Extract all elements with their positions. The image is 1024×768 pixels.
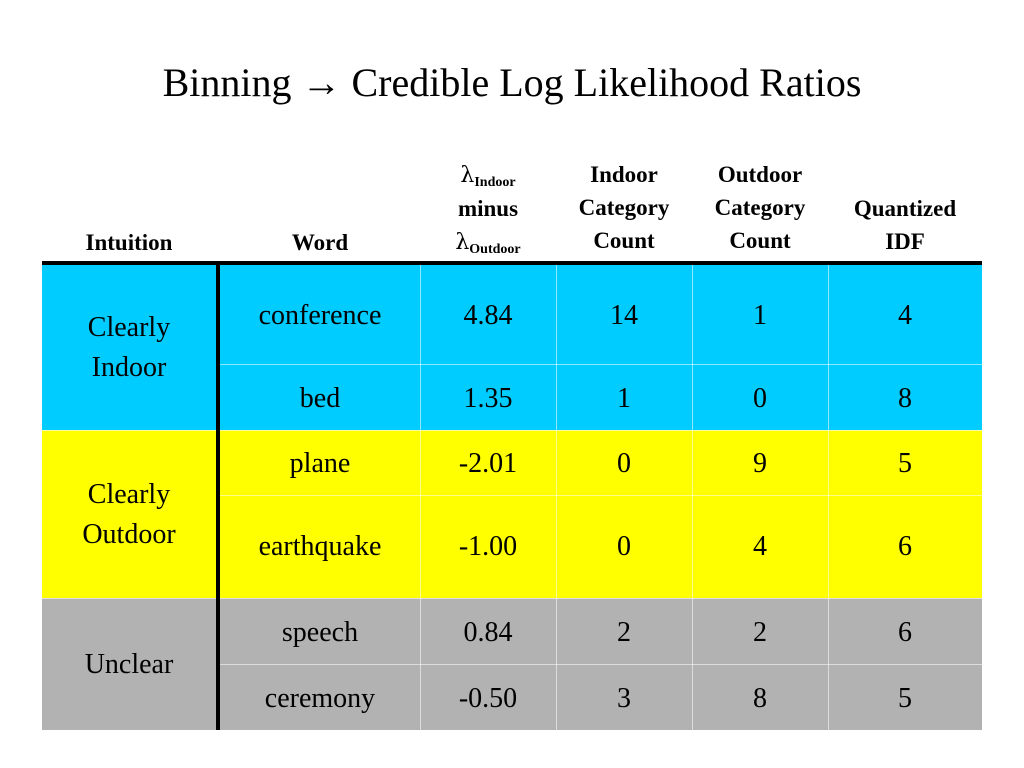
idf-cell: 8 [898, 383, 912, 414]
outdoor-count-cell: 9 [753, 448, 767, 479]
lambda-diff-cell: -0.50 [458, 683, 518, 714]
header-quantized-idf: Quantized IDF [853, 196, 957, 254]
group-label-unclear: Unclear [84, 649, 174, 680]
idf-cell: 6 [898, 531, 912, 562]
column-divider [420, 263, 421, 730]
lambda-diff-cell: 0.84 [463, 617, 513, 648]
idf-cell: 5 [898, 448, 912, 479]
outdoor-count-cell: 2 [753, 617, 767, 648]
column-divider [692, 263, 693, 730]
lambda-diff-cell: -1.00 [458, 531, 518, 562]
word-cell: ceremony [264, 683, 376, 714]
header-outdoor-count: Outdoor Category Count [714, 162, 806, 253]
lambda-diff-cell: 1.35 [463, 383, 513, 414]
idf-cell: 4 [898, 300, 912, 331]
header-lambda-diff: $\lambda_{Indoor}$ minus $\lambda_{Outdoor}$ [455, 163, 521, 257]
slide-title: Binning → Credible Log Likelihood Ratios [162, 60, 862, 105]
row-divider [220, 664, 982, 665]
group-label-clearly-outdoor: Clearly Outdoor [82, 479, 176, 550]
word-cell: speech [281, 617, 359, 648]
word-cell: earthquake [258, 531, 382, 562]
group-divider [42, 430, 982, 431]
idf-cell: 6 [898, 617, 912, 648]
column-divider [556, 263, 557, 730]
intuition-divider [216, 263, 220, 730]
lambda-diff-cell: -2.01 [458, 448, 518, 479]
header-indoor-count: Indoor Category Count [578, 162, 670, 253]
indoor-count-cell: 3 [617, 683, 631, 714]
word-cell: plane [289, 448, 351, 479]
column-divider [828, 263, 829, 730]
outdoor-count-cell: 1 [753, 300, 767, 331]
indoor-count-cell: 1 [617, 383, 631, 414]
header-rule [42, 261, 982, 265]
outdoor-count-cell: 8 [753, 683, 767, 714]
group-label-clearly-indoor: Clearly Indoor [87, 312, 171, 383]
outdoor-count-cell: 0 [753, 383, 767, 414]
lambda-diff-cell: 4.84 [463, 300, 513, 331]
header-intuition: Intuition [85, 230, 173, 255]
word-cell: bed [299, 383, 341, 414]
row-divider [220, 495, 982, 496]
indoor-count-cell: 2 [617, 617, 631, 648]
indoor-count-cell: 0 [617, 448, 631, 479]
indoor-count-cell: 0 [617, 531, 631, 562]
outdoor-count-cell: 4 [753, 531, 767, 562]
group-divider [42, 598, 982, 599]
indoor-count-cell: 14 [610, 300, 638, 331]
word-cell: conference [258, 300, 382, 331]
row-divider [220, 364, 982, 365]
idf-cell: 5 [898, 683, 912, 714]
header-word: Word [291, 230, 349, 255]
